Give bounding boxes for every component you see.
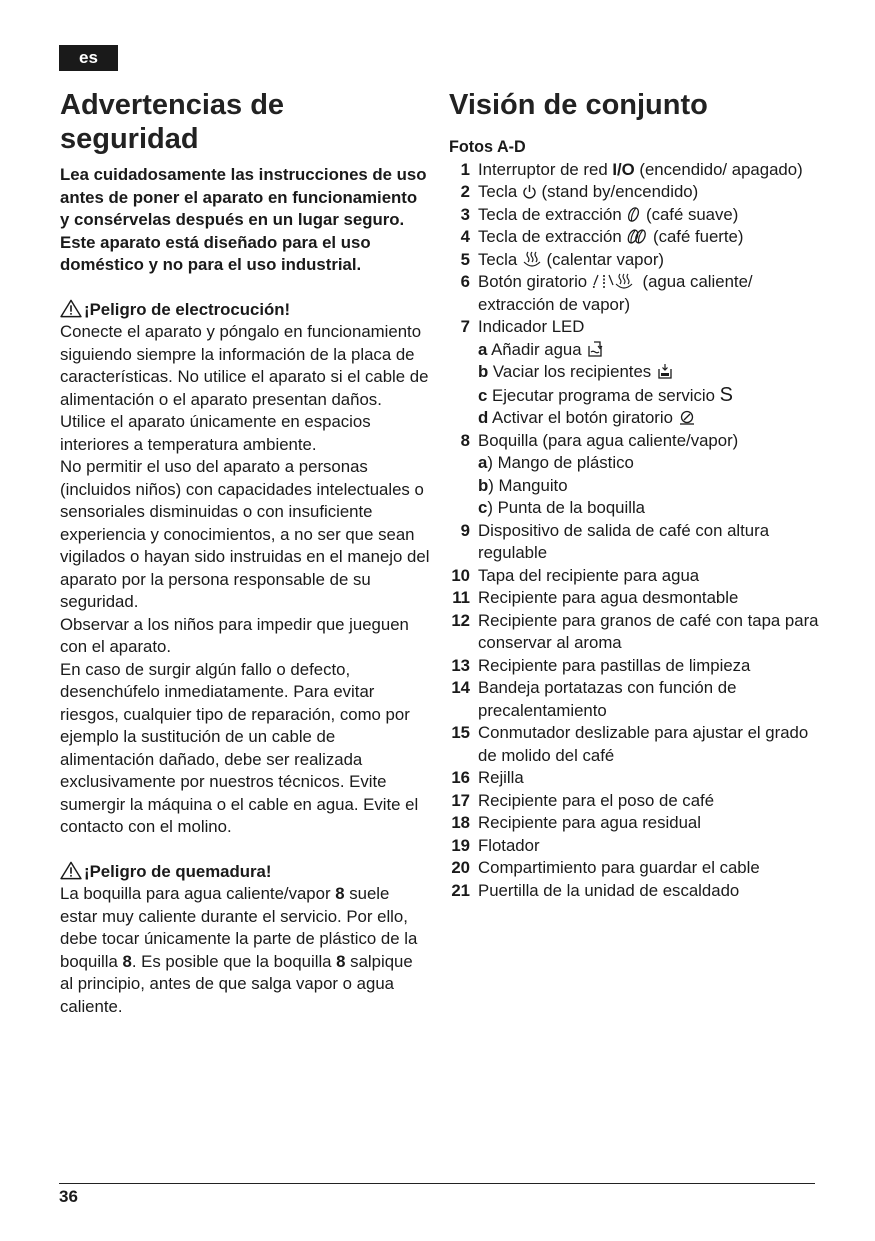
list-item: 19 Flotador <box>451 835 540 855</box>
empty-container-icon <box>656 363 674 380</box>
single-bean-icon <box>626 206 641 223</box>
overview-section <box>449 88 829 902</box>
overview-title: Visión de conjunto <box>449 89 708 121</box>
electrocution-warning-text: Conecte el aparato y póngalo en funcionamiento siguiendo siempre la información de la placa de características. No utilice el aparato si el cable de alimentación o el aparato presentan daños. Utilice el aparato únicamente en espacios interiores a temperatura ambiente. No permitir el uso del aparato a personas (incluidos niños) con capacidades intelectuales o sensoriales disminuidas o con insuficiente experiencia y conocimientos, a no ser que sean vigilados o hayan sido instruidas en el manejo del aparato por la persona responsable de su seguridad. Observar a los niños para impedir que jueguen con el aparato. En caso de surgir algún fallo o defecto, desenchúfelo inmediatamente. Para evitar riesgos, cualquier tipo de reparación, como por ejemplo la sustitución de un cable de alimentación dañado, debe ser realizada exclusivamente por nuestros técnicos. Evite sumergir la máquina o el cable en agua. Evite el contacto con el molino. <box>60 322 430 836</box>
power-icon <box>522 184 537 200</box>
list-item: 10 Tapa del recipiente para agua <box>451 565 700 585</box>
list-item: 11 Recipiente para agua desmontable <box>452 588 739 607</box>
list-item: 21 Puertilla de la unidad de escaldado <box>451 880 740 900</box>
list-item: 20 Compartimiento para guardar el cable <box>451 858 760 877</box>
list-item: 2 Tecla (stand by/encendido) <box>460 182 699 201</box>
safety-intro <box>60 164 430 277</box>
language-tab: es <box>59 45 118 71</box>
double-bean-icon <box>626 228 648 245</box>
rotary-dial-icon <box>678 409 696 426</box>
led-sub-item: b Vaciar los recipientes <box>478 361 829 384</box>
list-item: 12 Recipiente para granos de café con tapa para conservar al aroma <box>451 610 819 652</box>
list-item: 6 Botón giratorio (agua caliente/ extracción de vapor) <box>460 272 753 314</box>
fill-water-icon <box>586 341 604 358</box>
list-item: 14 Bandeja portatazas con función de precalentamiento <box>451 678 737 720</box>
steam-icon <box>522 251 542 268</box>
burn-warning-title: ¡Peligro de quemadura! <box>60 861 430 884</box>
list-item: 8 Boquilla (para agua caliente/vapor) a) Mango de plástico b) Manguito c) Punta de la boquilla <box>449 430 829 520</box>
list-item: 15 Conmutador deslizable para ajustar el grado de molido del café <box>451 723 809 765</box>
list-item: 9 Dispositivo de salida de café con altura regulable <box>460 520 770 562</box>
list-item: 18 Recipiente para agua residual <box>451 813 701 832</box>
list-item: 5 Tecla (calentar vapor) <box>460 249 665 269</box>
warning-triangle-icon <box>60 299 82 318</box>
intro-instructions: Lea cuidadosamente las instrucciones de uso antes de poner el aparato en funcionamiento y consérvelas después en un lugar seguro. <box>60 165 427 229</box>
parts-list <box>449 159 829 903</box>
page-number: 36 <box>59 1187 78 1206</box>
nozzle-sub-item: a) Mango de plástico <box>478 453 634 472</box>
list-item: 7 Indicador LED a Añadir agua b Vaciar los recipientes c Ejecutar programa de servicio S d Activar el botón giratorio <box>449 316 829 430</box>
led-sub-item: d Activar el botón giratorio <box>478 407 829 430</box>
warning-triangle-icon <box>60 861 82 880</box>
footer-divider <box>59 1183 815 1184</box>
safety-section <box>60 88 430 1018</box>
service-s-icon: S <box>719 383 733 406</box>
overview-subtitle: Fotos A-D <box>449 138 526 156</box>
list-item: 16 Rejilla <box>451 768 524 787</box>
list-item: 1 Interruptor de red I/O (encendido/ apagado) <box>460 159 803 179</box>
nozzle-sub-item: c) Punta de la boquilla <box>478 498 646 517</box>
dial-positions-icon <box>592 273 638 290</box>
burn-warning-text: La boquilla para agua caliente/vapor 8 suele estar muy caliente durante el servicio. Por ello, debe tocar únicamente la parte de plástico de la boquilla 8. Es posible que la boquilla 8 salpique al principio, antes de que salga vapor o agua caliente. <box>60 884 418 1016</box>
safety-title: Advertencias de seguridad <box>60 89 285 155</box>
list-item: 13 Recipiente para pastillas de limpieza <box>451 655 751 675</box>
list-item: 4 Tecla de extracción (café fuerte) <box>460 227 744 246</box>
electrocution-warning-title: ¡Peligro de electrocución! <box>60 299 430 322</box>
led-sub-item: a Añadir agua <box>478 339 829 362</box>
led-sub-item: c Ejecutar programa de servicio S <box>478 383 733 406</box>
intro-domestic-use: Este aparato está diseñado para el uso doméstico y no para el uso industrial. <box>60 232 371 274</box>
list-item: 3 Tecla de extracción (café suave) <box>460 204 739 224</box>
list-item: 17 Recipiente para el poso de café <box>451 790 715 810</box>
nozzle-sub-item: b) Manguito <box>478 475 568 495</box>
